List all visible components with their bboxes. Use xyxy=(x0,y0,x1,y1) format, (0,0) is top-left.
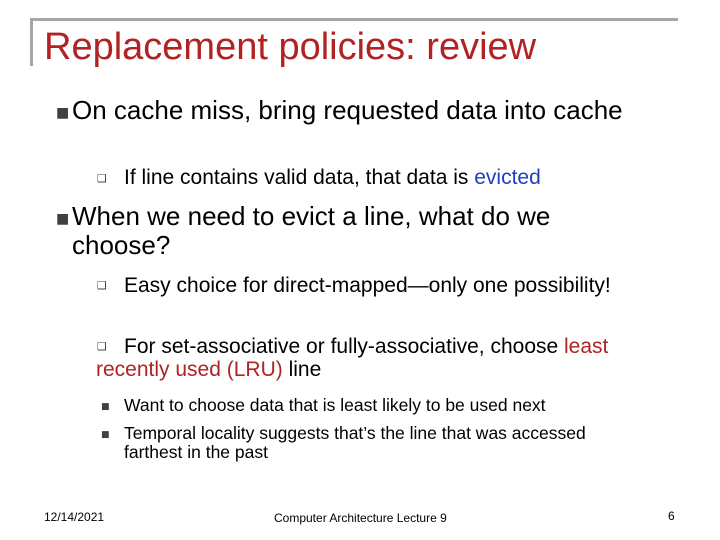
evicted-highlight: evicted xyxy=(474,166,541,189)
sub-sub-item-temporal-locality: Temporal locality suggests that’s the line that was accessed farthest in the past xyxy=(124,423,586,463)
sub-item-direct-mapped xyxy=(96,274,626,297)
sub-item-evicted xyxy=(124,166,644,189)
sub-sub-item-least-likely: Want to choose data that is least likely to be used next xyxy=(124,395,546,415)
bullet-small-square-icon: ■ xyxy=(101,430,110,440)
sub-item-lru-text-after: line xyxy=(282,358,322,382)
sub-item-evicted-text: If line contains valid data, that data is xyxy=(124,166,475,189)
bullet-small-square-icon: ■ xyxy=(101,402,110,412)
bullet-square-icon: ■ xyxy=(56,105,70,121)
bullet-item-evict-choice: When we need to evict a line, what do we choose? xyxy=(72,201,551,260)
bullet-item-cache-miss: On cache miss, bring requested data into cache xyxy=(72,95,623,125)
slide-title: Replacement policies: review xyxy=(44,26,537,68)
bullet-hollow-square-icon: ❑ xyxy=(97,340,107,353)
bullet-hollow-square-icon: ❑ xyxy=(97,172,107,185)
bullet-square-icon: ■ xyxy=(56,211,70,227)
footer-course: Computer Architecture Lecture 9 xyxy=(274,511,447,525)
lru-highlight: least recently used (LRU) xyxy=(96,335,609,382)
bullet-hollow-square-icon: ❑ xyxy=(97,279,107,292)
sub-item-direct-mapped-text: Easy choice for direct-mapped—only one possibility! xyxy=(124,274,611,297)
footer-page-number: 6 xyxy=(668,509,675,523)
sub-item-lru xyxy=(96,335,656,381)
sub-item-lru-text-before: For set-associative or fully-associative, choose xyxy=(124,335,565,358)
footer-date: 12/14/2021 xyxy=(44,510,105,524)
